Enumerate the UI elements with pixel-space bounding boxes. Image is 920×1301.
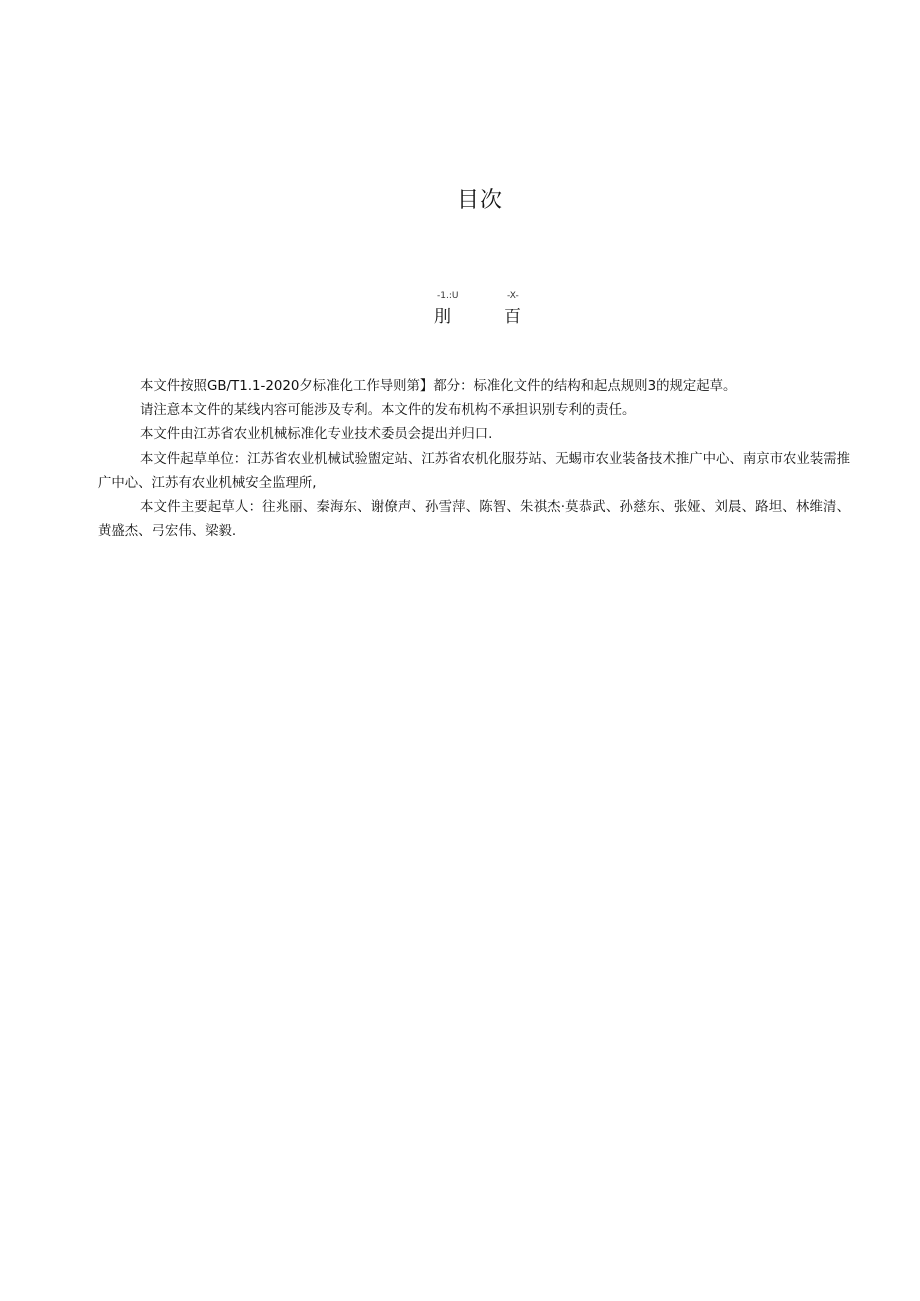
- foreword-heading-left: 刖: [434, 307, 451, 327]
- paragraph-drafting-units: 本文件起草单位：江苏省农业机械试验盥定站、江苏省农机化服芬站、无蜴市农业装备技术推广中心、南京市农业装需推广中心、江苏有农业机械安全监理所,: [98, 451, 850, 491]
- paragraph-proposer: 本文件由江苏省农业机械标准化专业技术委员会提出并归口.: [140, 427, 493, 443]
- foreword-heading-right: 百: [504, 307, 521, 327]
- toc-heading: 目次: [456, 188, 503, 213]
- paragraph-drafting-rules: 本文件按照GB/T1.1-2020夕标准化工作导则第】都分：标准化文件的结构和起点规则3的规定起草。: [140, 379, 737, 394]
- foreword-left-annotation: -1.:U: [437, 291, 459, 301]
- paragraph-drafters: 本文件主要起草人：往兆丽、秦海东、谢僚声、孙雪萍、陈智、朱祺杰·莫恭武、孙慈东、张娅、刘晨、路坦、林维清、黄盛杰、弓宏伟、梁毅.: [98, 500, 850, 540]
- foreword-right-annotation: -X-: [507, 291, 519, 301]
- paragraph-patent-notice: 请注意本文件的某线内容可能涉及专利。本文件的发布机构不承担识别专利的责任。: [140, 403, 636, 419]
- foreword-body: [98, 375, 850, 544]
